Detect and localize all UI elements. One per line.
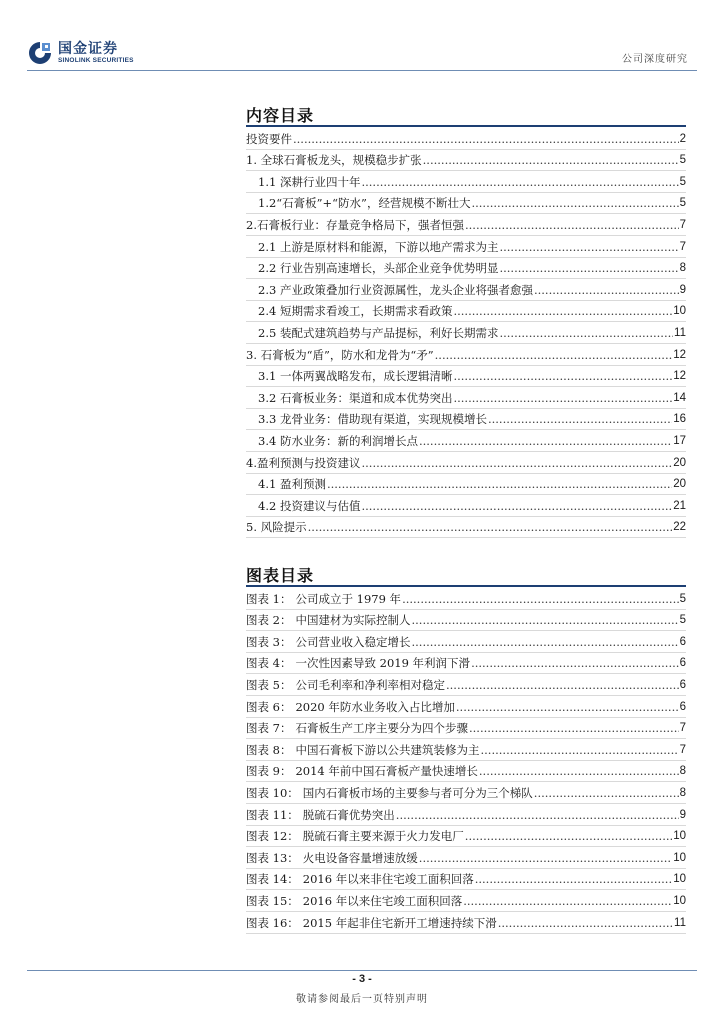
figure-label: 图表 16： bbox=[246, 915, 299, 930]
leader-dots bbox=[361, 456, 672, 470]
toc-entry-page: 2 bbox=[679, 132, 686, 145]
toc-entry-page: 20 bbox=[673, 456, 686, 469]
page-number: - 3 - bbox=[352, 973, 372, 985]
toc-entry-page: 7 bbox=[679, 240, 686, 253]
leader-dots bbox=[446, 678, 679, 692]
figure-label: 图表 2： bbox=[246, 613, 292, 628]
logo-english-name: SINOLINK SECURITIES bbox=[58, 57, 134, 64]
leader-dots bbox=[411, 613, 678, 627]
figure-entry-page: 5 bbox=[679, 592, 686, 605]
figure-entry[interactable] bbox=[246, 804, 686, 826]
leader-dots bbox=[465, 218, 679, 232]
leader-dots bbox=[456, 700, 679, 714]
figure-entry-page: 7 bbox=[679, 743, 686, 756]
toc-entry[interactable] bbox=[246, 236, 686, 258]
figure-entry[interactable] bbox=[246, 610, 686, 632]
figure-entry-page: 5 bbox=[679, 614, 686, 627]
figure-entry-page: 6 bbox=[679, 678, 686, 691]
toc-entry-text: 1.2“石膏板”+“防水”，经营规模不断壮大 bbox=[258, 196, 471, 211]
figure-label: 图表 13： bbox=[246, 850, 299, 865]
toc-entry-text: 2.1 上游是原材料和能源，下游以地产需求为主 bbox=[258, 239, 499, 254]
footer-divider bbox=[27, 970, 697, 971]
toc-entry-text: 3.2 石膏板业务：渠道和成本优势突出 bbox=[258, 390, 453, 405]
figure-entry-page: 10 bbox=[673, 873, 686, 886]
figure-label: 图表 7： bbox=[246, 721, 292, 736]
leader-dots bbox=[463, 894, 672, 908]
toc-entry-text: 2.4 短期需求看竣工，长期需求看政策 bbox=[258, 304, 453, 319]
toc-entry-text: 2.3 产业政策叠加行业资源属性，龙头企业将强者愈强 bbox=[258, 282, 533, 297]
toc-entry-text: 投资要件 bbox=[246, 131, 292, 146]
toc-entry[interactable] bbox=[246, 279, 686, 301]
leader-dots bbox=[471, 196, 678, 210]
leader-dots bbox=[498, 916, 673, 930]
figure-entry-page: 6 bbox=[679, 657, 686, 670]
figure-label: 图表 3： bbox=[246, 634, 292, 649]
figure-entry-text: 公司毛利率和净利率相对稳定 bbox=[295, 677, 445, 692]
toc-title: 内容目录 bbox=[246, 106, 315, 125]
figure-label: 图表 6： bbox=[246, 699, 292, 714]
leader-dots bbox=[435, 348, 673, 362]
leader-dots bbox=[479, 764, 679, 778]
figure-entry[interactable] bbox=[246, 890, 686, 912]
toc-entry-text: 3. 石膏板为“盾”，防水和龙骨为“矛” bbox=[246, 347, 434, 362]
toc-entry-page: 12 bbox=[673, 348, 686, 361]
figure-label: 图表 10： bbox=[246, 785, 299, 800]
document-type-label: 公司深度研究 bbox=[622, 54, 688, 65]
toc-entry-page: 12 bbox=[673, 370, 686, 383]
toc-entry[interactable] bbox=[246, 128, 686, 150]
figure-entry[interactable] bbox=[246, 847, 686, 869]
toc-entry-text: 1.1 深耕行业四十年 bbox=[258, 174, 361, 189]
table-of-contents bbox=[246, 128, 686, 538]
toc-entry-text: 2.5 装配式建筑趋势与产品提标，利好长期需求 bbox=[258, 325, 499, 340]
toc-entry-page: 14 bbox=[673, 391, 686, 404]
toc-entry[interactable] bbox=[246, 409, 686, 431]
leader-dots bbox=[402, 592, 679, 606]
toc-entry[interactable] bbox=[246, 214, 686, 236]
toc-entry-page: 5 bbox=[679, 175, 686, 188]
figure-entry[interactable] bbox=[246, 912, 686, 934]
figure-entry[interactable] bbox=[246, 761, 686, 783]
figure-entry[interactable] bbox=[246, 653, 686, 675]
toc-entry-page: 17 bbox=[673, 434, 686, 447]
company-logo bbox=[27, 40, 134, 66]
toc-entry-page: 20 bbox=[673, 478, 686, 491]
figure-entry-text: 火电设备容量增速放缓 bbox=[302, 850, 418, 865]
figure-label: 图表 11： bbox=[246, 807, 299, 822]
leader-dots bbox=[499, 240, 678, 254]
toc-entry-text: 4.1 盈利预测 bbox=[258, 477, 326, 492]
figure-entry-text: 中国建材为实际控制人 bbox=[295, 613, 411, 628]
leader-dots bbox=[361, 499, 672, 513]
toc-entry-page: 11 bbox=[674, 326, 686, 339]
figure-entry-text: 脱硫石膏优势突出 bbox=[302, 807, 395, 822]
toc-entry[interactable] bbox=[246, 517, 686, 539]
toc-entry[interactable] bbox=[246, 474, 686, 496]
disclaimer-note: 敬请参阅最后一页特别声明 bbox=[296, 994, 428, 1005]
toc-entry[interactable] bbox=[246, 495, 686, 517]
sinolink-logo-icon bbox=[27, 40, 53, 66]
figure-entry[interactable] bbox=[246, 739, 686, 761]
figure-entry-text: 2020 年防水业务收入占比增加 bbox=[295, 699, 455, 714]
toc-entry[interactable] bbox=[246, 193, 686, 215]
toc-entry[interactable] bbox=[246, 171, 686, 193]
leader-dots bbox=[471, 656, 679, 670]
toc-entry-page: 5 bbox=[679, 197, 686, 210]
toc-entry-text: 3.3 龙骨业务：借助现有渠道，实现规模增长 bbox=[258, 412, 487, 427]
toc-entry-page: 5 bbox=[679, 154, 686, 167]
toc-entry-text: 3.4 防水业务：新的利润增长点 bbox=[258, 433, 418, 448]
leader-dots bbox=[534, 283, 679, 297]
figure-entry-page: 7 bbox=[679, 722, 686, 735]
leader-dots bbox=[423, 153, 679, 167]
toc-entry-page: 10 bbox=[673, 305, 686, 318]
figure-entry-text: 2016 年以来住宅竣工面积回落 bbox=[302, 893, 463, 908]
figure-entry-text: 脱硫石膏主要来源于火力发电厂 bbox=[302, 829, 464, 844]
figure-entry[interactable] bbox=[246, 631, 686, 653]
figure-entry-text: 公司营业收入稳定增长 bbox=[295, 634, 411, 649]
leader-dots bbox=[488, 412, 672, 426]
leader-dots bbox=[480, 743, 678, 757]
toc-entry-text: 2.2 行业告别高速增长，头部企业竞争优势明显 bbox=[258, 261, 499, 276]
logo-chinese-name: 国金证券 bbox=[58, 41, 118, 57]
figure-entry-text: 公司成立于 1979 年 bbox=[295, 591, 402, 606]
figure-entry-text: 2015 年起非住宅新开工增速持续下滑 bbox=[302, 915, 497, 930]
toc-entry[interactable] bbox=[246, 322, 686, 344]
leader-dots bbox=[469, 721, 679, 735]
figures-title-rule bbox=[246, 585, 686, 587]
figure-label: 图表 1： bbox=[246, 591, 292, 606]
toc-entry[interactable] bbox=[246, 387, 686, 409]
leader-dots bbox=[499, 261, 678, 275]
leader-dots bbox=[327, 477, 672, 491]
figure-entry-page: 10 bbox=[673, 830, 686, 843]
figure-entry-text: 国内石膏板市场的主要参与者可分为三个梯队 bbox=[302, 785, 533, 800]
leader-dots bbox=[534, 786, 679, 800]
toc-entry-text: 4.盈利预测与投资建议 bbox=[246, 455, 361, 470]
toc-entry[interactable] bbox=[246, 258, 686, 280]
toc-entry[interactable] bbox=[246, 366, 686, 388]
toc-entry-page: 22 bbox=[673, 521, 686, 534]
toc-entry-text: 3.1 一体两翼战略发布，成长逻辑清晰 bbox=[258, 369, 453, 384]
leader-dots bbox=[453, 391, 672, 405]
toc-entry[interactable] bbox=[246, 452, 686, 474]
list-of-figures bbox=[246, 588, 686, 934]
leader-dots bbox=[419, 851, 672, 865]
figure-entry[interactable] bbox=[246, 782, 686, 804]
figure-entry-page: 6 bbox=[679, 635, 686, 648]
leader-dots bbox=[396, 808, 679, 822]
figure-label: 图表 14： bbox=[246, 872, 299, 887]
figure-entry-page: 6 bbox=[679, 700, 686, 713]
leader-dots bbox=[411, 635, 678, 649]
leader-dots bbox=[465, 829, 672, 843]
figure-entry[interactable] bbox=[246, 674, 686, 696]
figure-entry[interactable] bbox=[246, 826, 686, 848]
leader-dots bbox=[453, 369, 672, 383]
figure-entry[interactable] bbox=[246, 588, 686, 610]
leader-dots bbox=[475, 872, 672, 886]
figure-label: 图表 8： bbox=[246, 742, 292, 757]
header-divider bbox=[27, 70, 697, 71]
figure-entry[interactable] bbox=[246, 718, 686, 740]
figure-label: 图表 4： bbox=[246, 656, 292, 671]
figure-entry-page: 11 bbox=[674, 916, 686, 929]
leader-dots bbox=[308, 520, 673, 534]
page-header bbox=[0, 0, 724, 76]
figure-entry-text: 中国石膏板下游以公共建筑装修为主 bbox=[295, 742, 480, 757]
figure-entry-page: 9 bbox=[679, 808, 686, 821]
toc-entry-page: 7 bbox=[679, 218, 686, 231]
figure-label: 图表 9： bbox=[246, 764, 292, 779]
leader-dots bbox=[419, 434, 672, 448]
toc-entry-text: 4.2 投资建议与估值 bbox=[258, 498, 361, 513]
figure-entry-page: 10 bbox=[673, 894, 686, 907]
figure-entry[interactable] bbox=[246, 696, 686, 718]
figure-entry[interactable] bbox=[246, 869, 686, 891]
toc-entry-page: 8 bbox=[679, 262, 686, 275]
toc-entry-text: 2.石膏板行业：存量竞争格局下，强者恒强 bbox=[246, 217, 464, 232]
figure-label: 图表 5： bbox=[246, 677, 292, 692]
toc-entry[interactable] bbox=[246, 430, 686, 452]
toc-entry-text: 1. 全球石膏板龙头，规模稳步扩张 bbox=[246, 153, 422, 168]
leader-dots bbox=[293, 132, 679, 146]
figure-entry-text: 2014 年前中国石膏板产量快速增长 bbox=[295, 764, 478, 779]
figure-entry-page: 8 bbox=[679, 765, 686, 778]
leader-dots bbox=[499, 326, 673, 340]
toc-entry-page: 16 bbox=[673, 413, 686, 426]
figure-entry-text: 石膏板生产工序主要分为四个步骤 bbox=[295, 721, 468, 736]
toc-entry[interactable] bbox=[246, 301, 686, 323]
figure-entry-page: 8 bbox=[679, 786, 686, 799]
figures-title: 图表目录 bbox=[246, 566, 315, 585]
toc-entry-page: 9 bbox=[679, 283, 686, 296]
figure-entry-text: 一次性因素导致 2019 年利润下滑 bbox=[295, 656, 471, 671]
toc-entry-page: 21 bbox=[673, 499, 686, 512]
toc-entry-text: 5. 风险提示 bbox=[246, 520, 307, 535]
figure-entry-page: 10 bbox=[673, 851, 686, 864]
toc-title-rule bbox=[246, 125, 686, 127]
figure-label: 图表 15： bbox=[246, 893, 299, 908]
toc-entry[interactable] bbox=[246, 344, 686, 366]
toc-entry[interactable] bbox=[246, 150, 686, 172]
figure-entry-text: 2016 年以来非住宅竣工面积回落 bbox=[302, 872, 474, 887]
leader-dots bbox=[453, 304, 672, 318]
figure-label: 图表 12： bbox=[246, 829, 299, 844]
leader-dots bbox=[361, 175, 678, 189]
